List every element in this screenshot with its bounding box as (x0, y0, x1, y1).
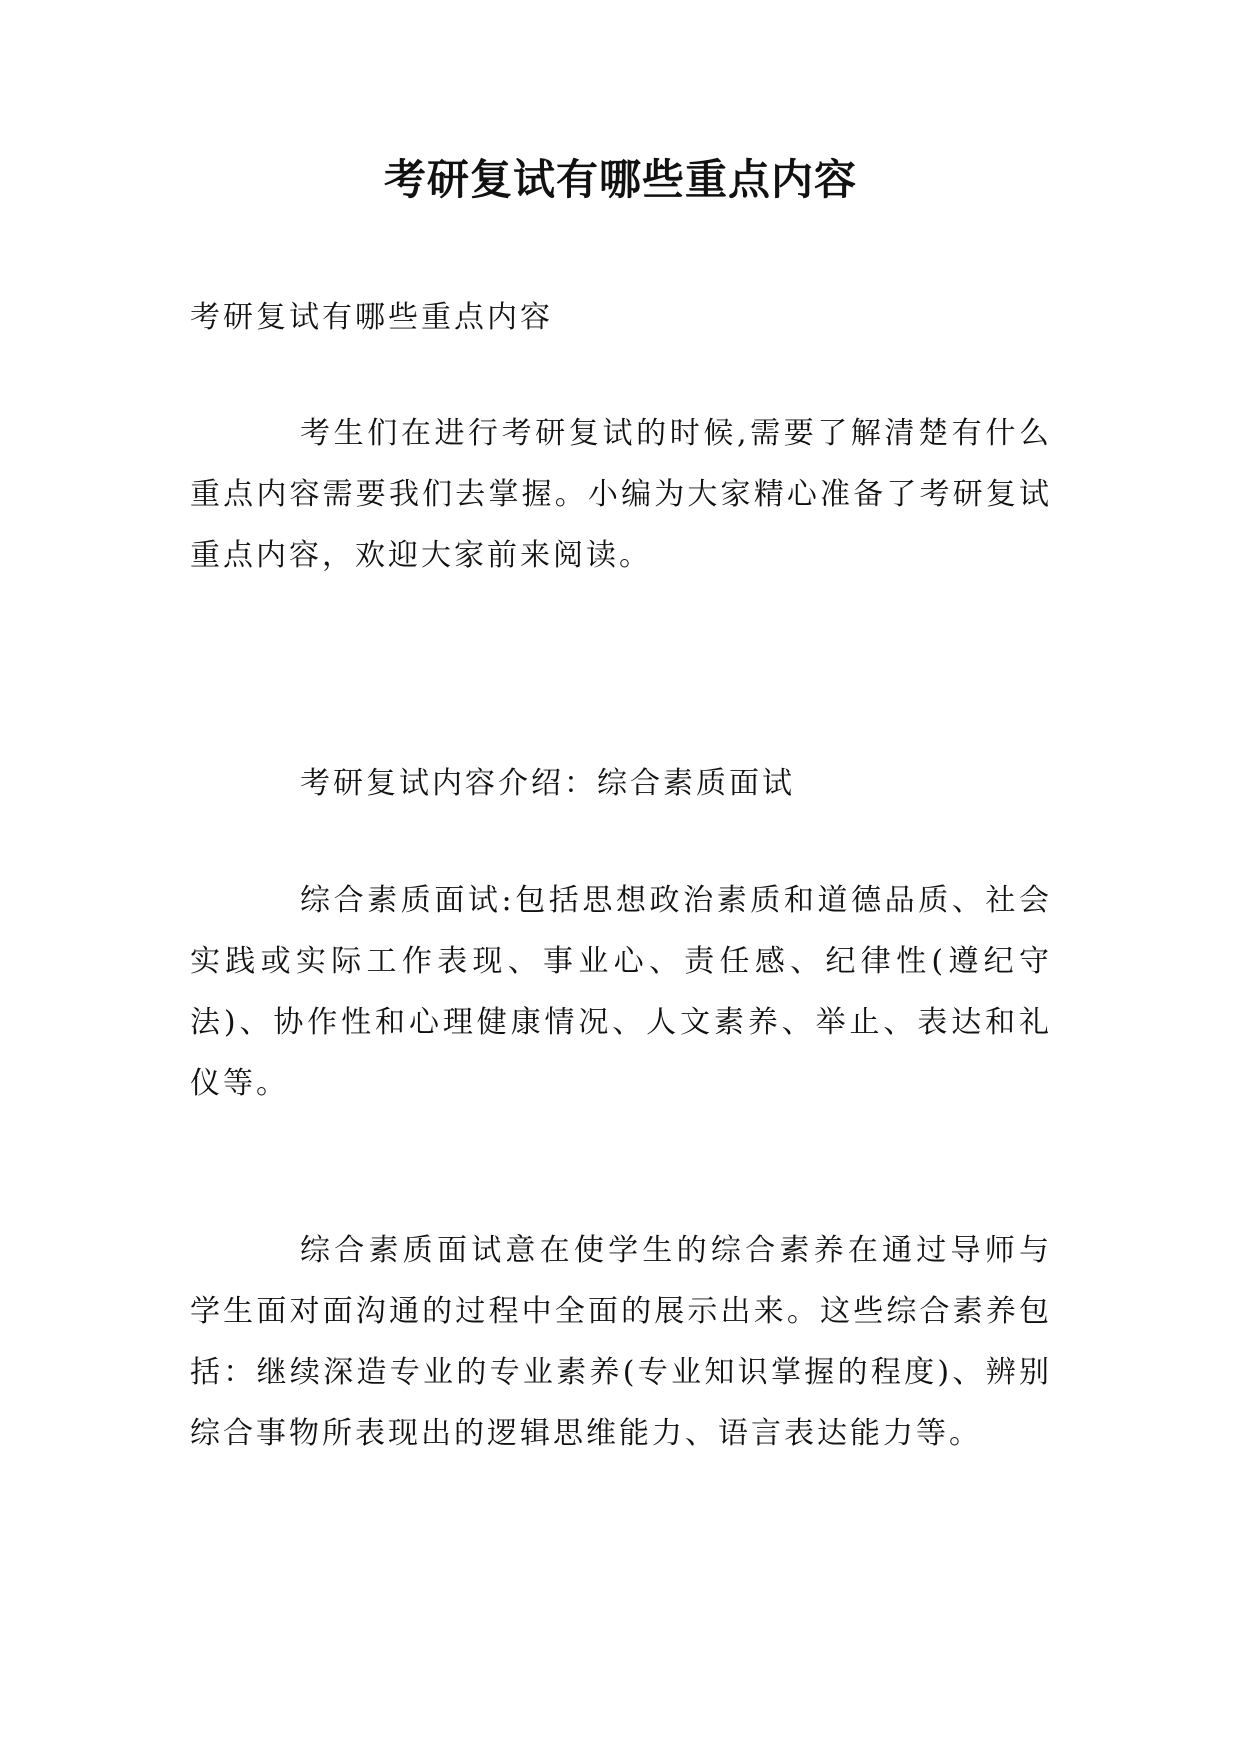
section-heading: 考研复试内容介绍：综合素质面试 (300, 766, 795, 801)
interview-purpose-paragraph: 综合素质面试意在使学生的综合素养在通过导师与学生面对面沟通的过程中全面的展示出来。这些综合素养包括：继续深造专业的专业素养(专业知识掌握的程度)、辨别综合事物所表现出的逻辑思维能力、语言表达能力等。 (190, 1233, 1052, 1451)
document-title: 考研复试有哪些重点内容 (383, 155, 857, 204)
composite-interview-paragraph: 综合素质面试:包括思想政治素质和道德品质、社会实践或实际工作表现、事业心、责任感、纪律性(遵纪守法)、协作性和心理健康情况、人文素养、举止、表达和礼仪等。 (190, 883, 1052, 1101)
document-subtitle: 考研复试有哪些重点内容 (190, 300, 553, 335)
intro-paragraph: 考生们在进行考研复试的时候,需要了解清楚有什么重点内容需要我们去掌握。小编为大家精心准备了考研复试重点内容，欢迎大家前来阅读。 (190, 416, 1052, 573)
